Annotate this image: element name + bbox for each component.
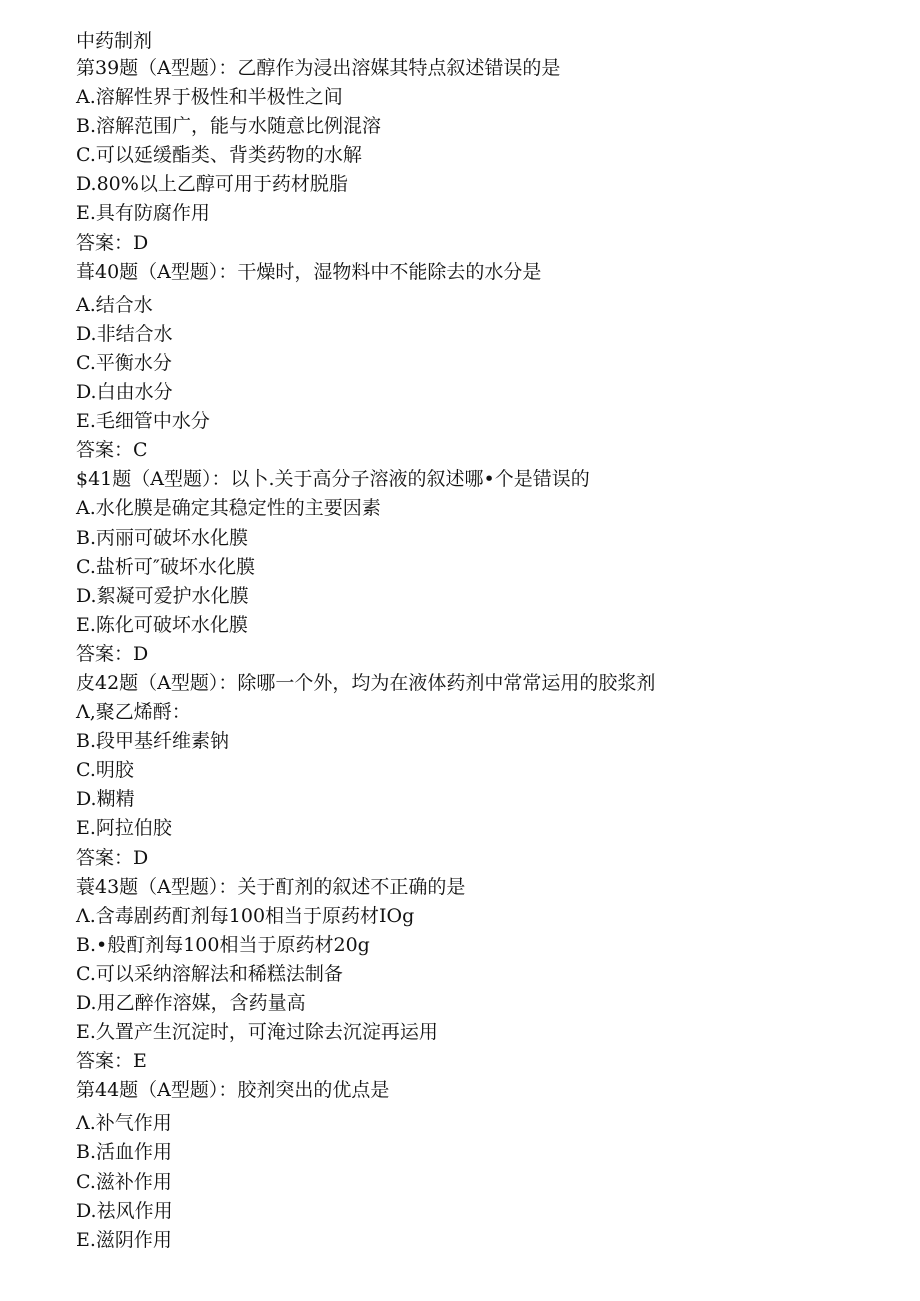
- option-a: Λ,聚乙烯酹：: [76, 701, 191, 724]
- option-b: B.溶解范围广，能与水随意比例混溶: [76, 115, 382, 138]
- answer: 答案：E: [76, 1050, 147, 1073]
- option-c: C.可以采纳溶解法和稀糕法制备: [76, 962, 343, 985]
- option-e: E.滋阴作用: [76, 1228, 172, 1251]
- question-header: $41题（A型题）：以卜.关于高分子溶液的叙述哪•个是错误的: [76, 468, 590, 491]
- question-header: 皮42题（A型题）：除哪一个外，均为在液体药剂中常常运用的胶浆剂: [76, 671, 656, 694]
- option-d: D.80%以上乙醇可用于药材脱脂: [76, 173, 348, 196]
- option-b: B.活血作用: [76, 1141, 173, 1164]
- option-d: D.用乙醉作溶媒，含药量高: [76, 992, 306, 1014]
- answer: 答案：C: [76, 439, 148, 462]
- question-header: 蓑43题（A型题）：关于酊剂的叙述不正确的是: [76, 875, 466, 898]
- option-e: E.具有防腐作用: [76, 202, 210, 225]
- option-c: C.盐析可″破坏水化膜: [76, 555, 255, 578]
- option-d: D.糊精: [76, 788, 135, 811]
- answer: 答案：D: [76, 846, 149, 869]
- option-b: B.段甲基纤维素钠: [76, 730, 230, 753]
- option-b: D.非结合水: [76, 322, 173, 345]
- option-d: D.白由水分: [76, 381, 173, 404]
- option-c: C.滋补作用: [76, 1170, 172, 1193]
- option-b: B.•般酊剂每100相当于原药材20g: [76, 933, 370, 956]
- option-a: Λ.含毒剧药酊剂每100相当于原药材IOg: [76, 904, 415, 927]
- question-header: 第44题（A型题）：胶剂突出的优点是: [76, 1079, 390, 1102]
- option-a: Λ.补气作用: [76, 1112, 172, 1135]
- question-40: [76, 258, 896, 466]
- option-a: A.结合水: [76, 293, 153, 316]
- option-e: E.陈化可破坏水化膜: [76, 613, 248, 636]
- option-c: C.平衡水分: [76, 351, 172, 374]
- document-page: [76, 28, 896, 1255]
- answer: 答案：D: [76, 231, 149, 254]
- option-a: A.水化膜是确定其稳定性的主要因素: [76, 497, 381, 520]
- option-e: E.毛细管中水分: [76, 410, 210, 433]
- option-a: A.溶解性界于极性和半极性之间: [76, 86, 343, 109]
- question-43: [76, 873, 896, 1077]
- question-39: [76, 54, 896, 258]
- question-42: [76, 669, 896, 873]
- answer: 答案：D: [76, 642, 149, 665]
- question-header: 葺40题（A型题）：干燥时，湿物料中不能除去的水分是: [76, 260, 542, 283]
- question-41: [76, 465, 896, 669]
- section-title: 中药制剂: [76, 30, 153, 52]
- question-header: 第39题（A型题）：乙醇作为浸出溶媒其特点叙述错误的是: [76, 57, 561, 79]
- option-e: E.阿拉伯胶: [76, 817, 172, 840]
- option-d: D.絮凝可爱护水化膜: [76, 584, 249, 607]
- option-b: B.丙丽可破坏水化膜: [76, 526, 249, 549]
- option-d: D.祛风作用: [76, 1199, 173, 1222]
- option-c: C.明胶: [76, 759, 134, 782]
- question-44: [76, 1076, 896, 1255]
- option-c: C.可以延缓酯类、背类药物的水解: [76, 144, 362, 167]
- option-e: E.久置产生沉淀时，可淹过除去沉淀再运用: [76, 1021, 438, 1044]
